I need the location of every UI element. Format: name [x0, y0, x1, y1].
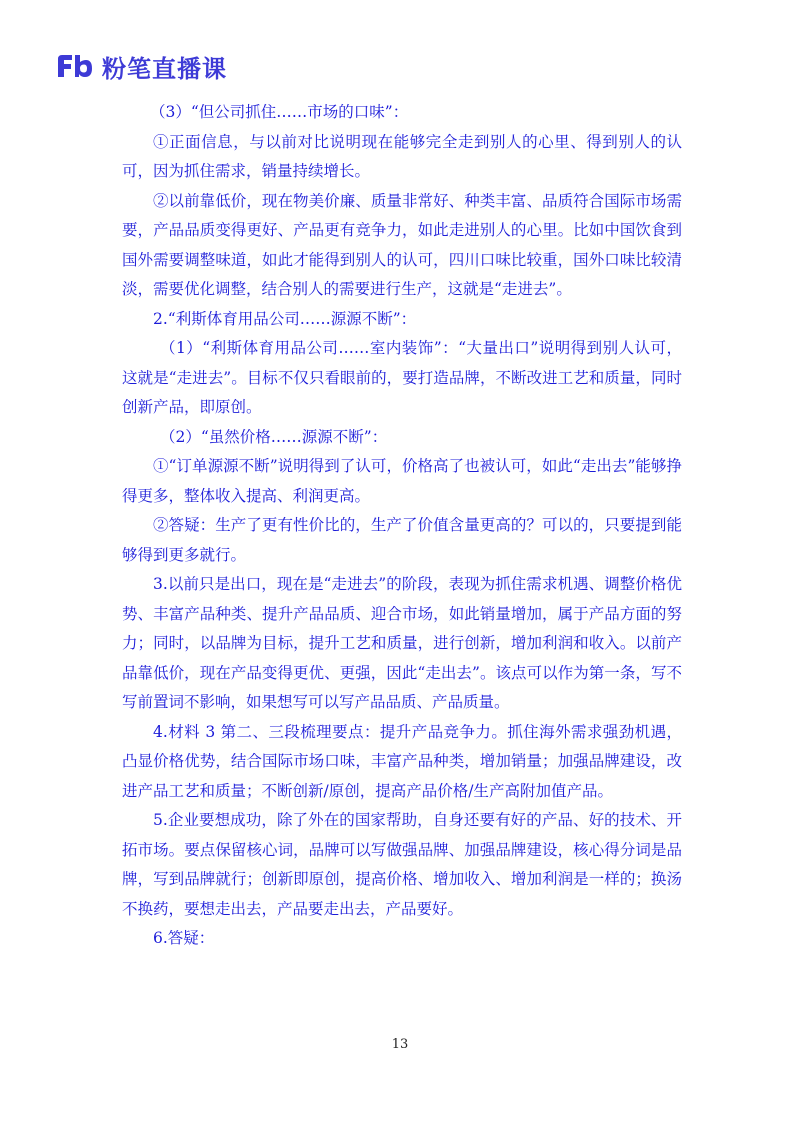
paragraph: （3）“但公司抓住……市场的口味”： — [150, 103, 409, 121]
paragraph: ①正面信息，与以前对比说明现在能够完全走到别人的心里、得到别人的认可，因为抓住需求，销量持续增长。 — [122, 132, 682, 180]
paragraph: 5.企业要想成功，除了外在的国家帮助，自身还要有好的产品、好的技术、开拓市场。要点保留核心词，品牌可以写做强品牌、加强品牌建设，核心得分词是品牌，写到品牌就行；创新即原创，提高价格、增加收入、增加利润是一样的；换汤不换药，要想走出去，产品要走出去，产品要好。 — [122, 811, 682, 918]
paragraph: 2.“利斯体育用品公司……源源不断”： — [153, 309, 417, 328]
paragraph: ②答疑：生产了更有性价比的，生产了价值含量更高的？可以的，只要提到能够得到更多就行。 — [122, 516, 682, 564]
paragraph: 4.材料 3 第二、三段梳理要点：提升产品竞争力。抓住海外需求强劲机遇，凸显价格优势，结合国际市场口味，丰富产品种类，增加销量；加强品牌建设，改进产品工艺和质量；不断创新/原创，提高产品价格/生产高附加值产品。 — [122, 722, 682, 800]
logo-text: 粉笔直播课 — [102, 54, 227, 83]
paragraph: ②以前靠低价，现在物美价廉、质量非常好、种类丰富、品质符合国际市场需要，产品品质变得更好、产品更有竞争力，如此走进别人的心里。比如中国饮食到国外需要调整味道，如此才能得到别人的认可，四川口味比较重，国外口味比较清淡，需要优化调整，结合别人的需要进行生产，这就是“走进去”。 — [122, 191, 682, 298]
page-number: 13 — [391, 1037, 409, 1052]
paragraph: （1）“利斯体育用品公司……室内装饰”：“大量出口”说明得到别人认可，这就是“走进去”。目标不仅只看眼前的，要打造品牌，不断改进工艺和质量，同时创新产品，即原创。 — [122, 339, 682, 416]
paragraph: （2）“虽然价格……源源不断”： — [160, 427, 388, 446]
fenbi-logo-icon — [56, 53, 94, 79]
paragraph: ①“订单源源不断”说明得到了认可，价格高了也被认可，如此“走出去”能够挣得更多，整体收入提高、利润更高。 — [122, 457, 682, 505]
paragraph: 6.答疑： — [153, 929, 215, 947]
paragraph: 3.以前只是出口，现在是“走进去”的阶段，表现为抓住需求机遇、调整价格优势、丰富产品种类、提升产品品质、迎合市场，如此销量增加，属于产品方面的努力；同时，以品牌为目标，提升工艺和质量，进行创新，增加利润和收入。以前产品靠低价，现在产品变得更优、更强，因此“走出去”。该点可以作为第一条，写不写前置词不影响，如果想写可以写产品品质、产品质量。 — [122, 575, 682, 711]
document-body — [122, 98, 682, 954]
brand-logo — [56, 50, 227, 82]
